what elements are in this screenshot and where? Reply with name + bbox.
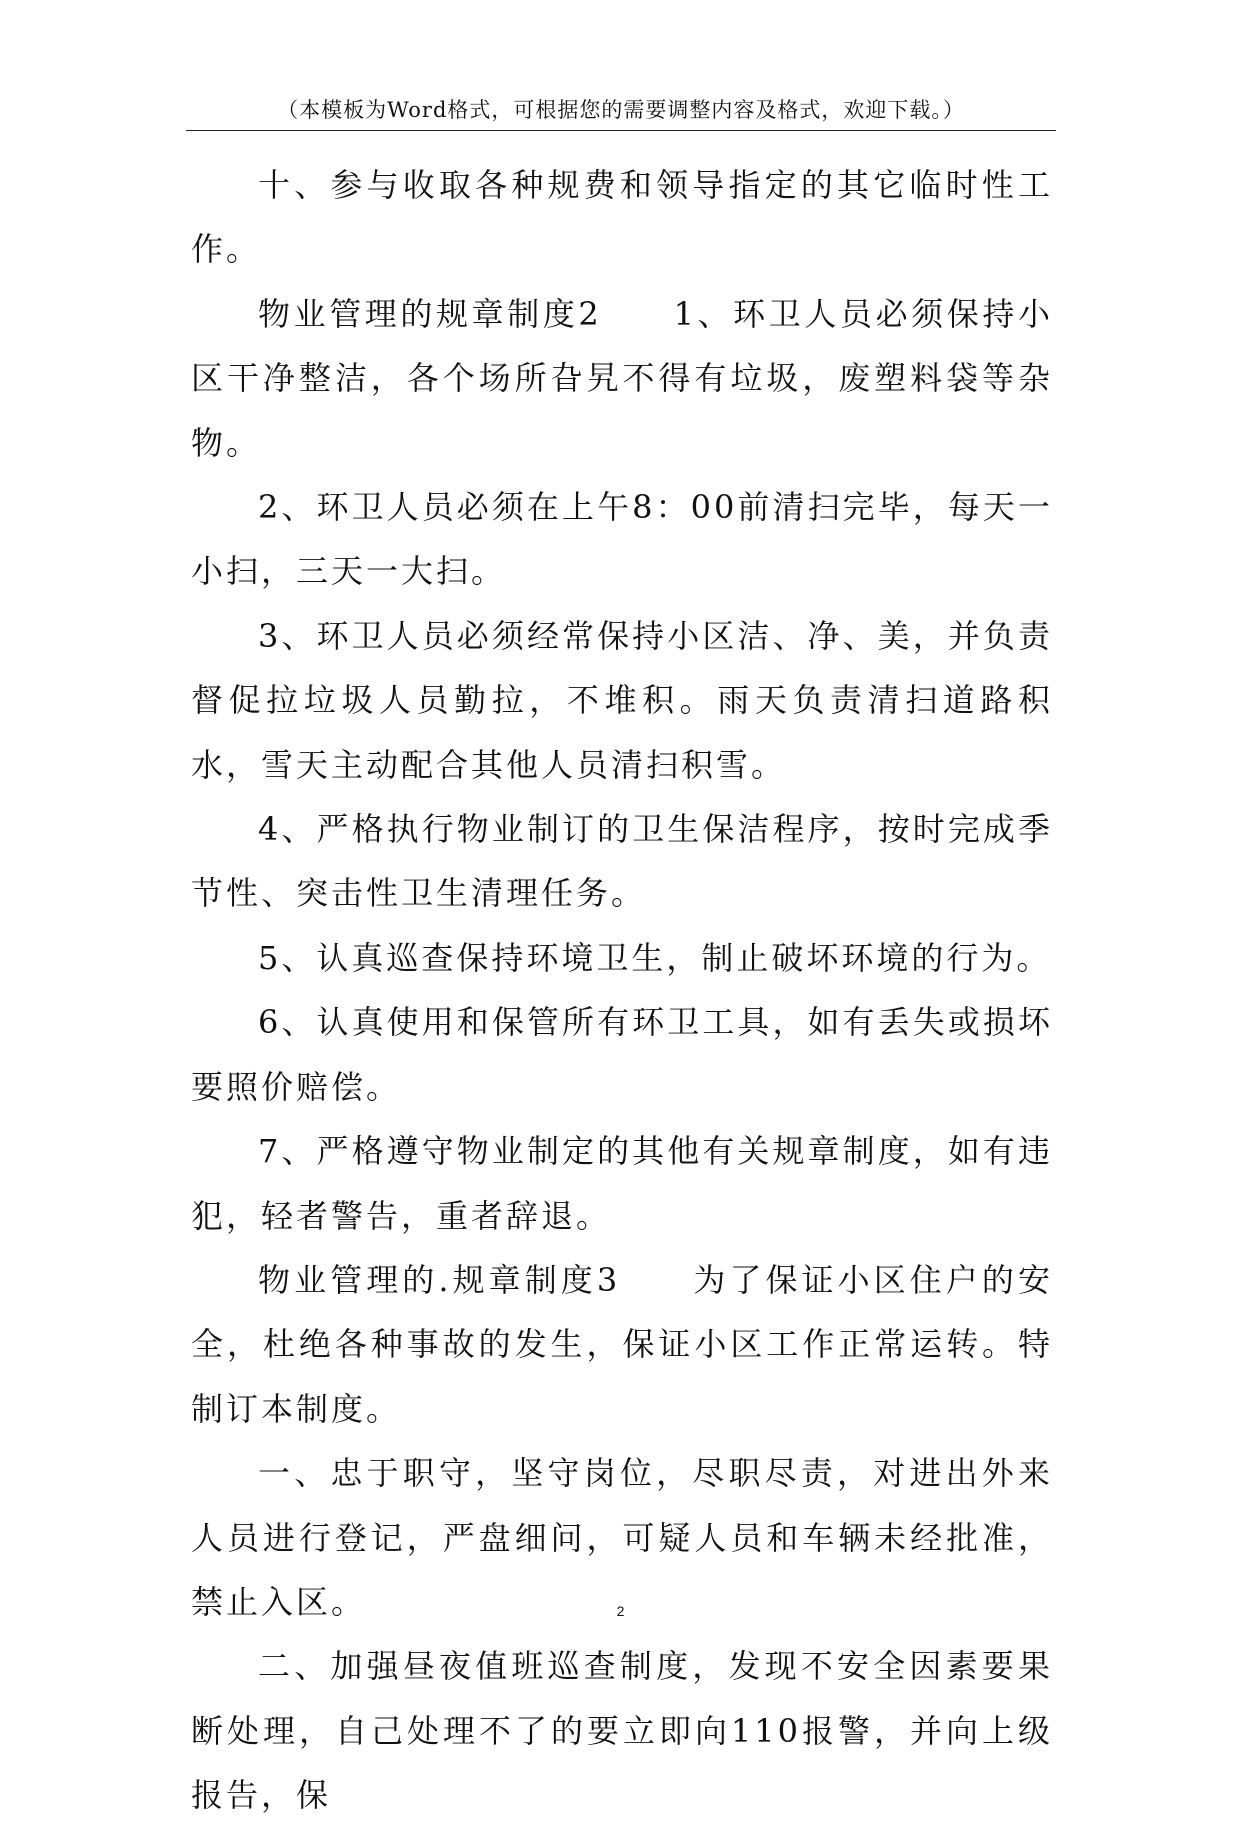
page-number: 2 (616, 1603, 625, 1619)
paragraph: 2、环卫人员必须在上午8：00前清扫完毕，每天一小扫，三天一大扫。 (191, 488, 1053, 591)
paragraph: 二、加强昼夜值班巡查制度，发现不安全因素要果断处理，自己处理不了的要立即向110报警，并向上级报告，保 (191, 1647, 1053, 1815)
document-body (191, 153, 1053, 1828)
template-note-header: （本模板为Word格式，可根据您的需要调整内容及格式，欢迎下载。） (277, 98, 965, 122)
paragraph: 5、认真巡查保持环境卫生，制止破坏环境的行为。 (258, 938, 1052, 977)
paragraph: 6、认真使用和保管所有环卫工具，如有丢失或损坏要照价赔偿。 (191, 1003, 1053, 1106)
paragraph: 一、忠于职守，坚守岗位，尽职尽责，对进出外来人员进行登记，严盘细问，可疑人员和车辆未经批准，禁止入区。 (191, 1454, 1053, 1621)
paragraph: 7、严格遵守物业制定的其他有关规章制度，如有违犯，轻者警告，重者辞退。 (191, 1132, 1053, 1235)
paragraph: 物业管理的.规章制度3 为了保证小区住户的安全，杜绝各种事故的发生，保证小区工作正常运转。特制订本制度。 (191, 1260, 1053, 1428)
header-divider (186, 130, 1056, 131)
paragraph: 3、环卫人员必须经常保持小区洁、净、美，并负责督促拉垃圾人员勤拉，不堆积。雨天负责清扫道路积水，雪天主动配合其他人员清扫积雪。 (191, 616, 1053, 784)
paragraph: 物业管理的规章制度2 1、环卫人员必须保持小区干净整洁，各个场所旮旯不得有垃圾，废塑料袋等杂物。 (191, 294, 1053, 462)
paragraph: 十、参与收取各种规费和领导指定的其它临时性工作。 (191, 166, 1053, 269)
paragraph: 4、严格执行物业制订的卫生保洁程序，按时完成季节性、突击性卫生清理任务。 (191, 810, 1053, 913)
